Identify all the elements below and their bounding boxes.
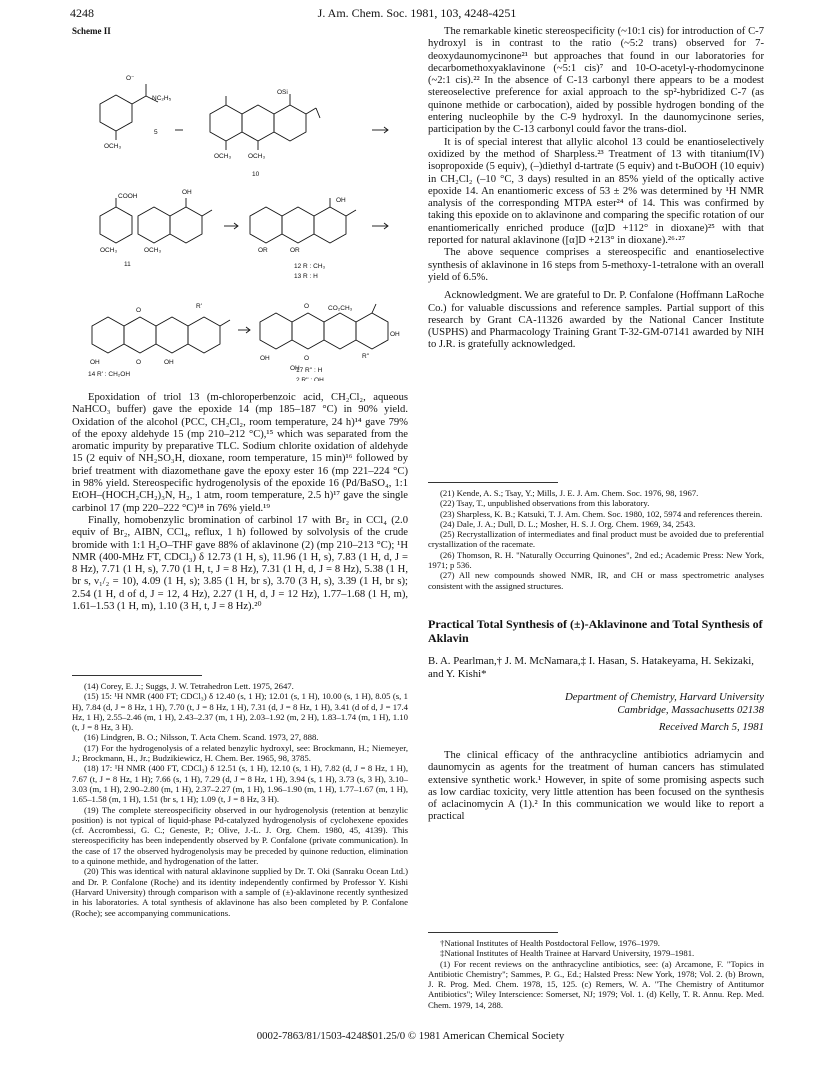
footnote-1: (1) For recent reviews on the anthracycline antibiotics, see: (a) Arcamone, F. "Topics in Antibiotic Chemistry"; Sammes, P. G., Ed.; Halsted Press: New York, 1978; Vol. 2. (b) Brown, J. R. Prog. Med. Chem. 1978, 15, 125. (c) Remers, W. A. "The Chemistry of Antitumor Antibiotics"; Wiley Interscience: Somerset, NJ; 1979; Vol. 1. (d) Kelly, T. R. Annu. Rep. Med. Chem. 1979, 14, 288. (428, 958, 764, 1010)
right-paragraph-1: The remarkable kinetic stereospecificity (~10:1 cis) for introduction of C-7 hydroxyl is in contrast to the ratio (~5:2 trans) observed for 7-deoxydaunomycinone²¹ but approaches that found in our laboratories for decarbomethoxyaklavinone (~5:1 cis)⁷ and 10-O-acetyl-γ-rhodomycinone (~2:1 cis).²² In the absence of C-13 carbonyl there appears to be a modest stereoselective preference for axial approach to the sp²-hybridized C-7 (as quinone methide or carbocation), aided by possible hydrogen bonding of the entering nucleophile by the C-9 hydroxyl. In the daunomycinone series, participation by the C-13 carbonyl could favor the trans-diol. (428, 26, 764, 136)
left-paragraph-1: Epoxidation of triol 13 (m-chloroperbenzoic acid, CH₂Cl₂, aqueous NaHCO₃ buffer) gave the epoxide 14 (mp 185–187 °C) in 90% yield. Oxidation of the alcohol (PCC, CH₂Cl₂, room temperature, 24 h)¹⁴ gave 79% of the epoxy aldehyde 15 (mp 210–212 °C),¹⁵ which was separated from the aromatic impurity by preparative TLC. Sodium chlorite oxidation of aldehyde 15 (2 equiv of NH₂SO₃H, dioxane, room temperature, 15 min)¹⁶ followed by brief treatment with diazomethane gave the epoxy ester 16 (mp 221–224 °C) in 98% yield. Stereospecific hydrogenolysis of the epoxide 16 (Pd/BaSO₄, 1:1 EtOH–(HOCH₂CH₂)₃N, H₂, 1 atm, room temperature, 2.5 h)¹⁷ gave the single carbinol 17 (mp 220–222 °C)¹⁸ in 76% yield.¹⁹ (72, 392, 408, 514)
label-cmpd-13: 13 R : H (294, 273, 318, 280)
label-o-3: O (304, 303, 310, 310)
page-footer: 0002-7863/81/1503-4248$01.25/0 © 1981 American Chemical Society (256, 1030, 565, 1042)
label-oh-c: OH (90, 359, 100, 366)
left-paragraph-2: Finally, homobenzylic bromination of carbinol 17 with Br₂ in CCl₄ (2.0 equiv of Br₂, AIBN, CCl₄, reflux, 1 h) followed by solvolysis of the crude bromide with 1:1 H₂O–THF gave 88% of aklavinone (2) (mp 210–213 °C); ¹H NMR (400-MHz FT, CDCl₃) δ 12.73 (1 H, s), 11.96 (1 H, s), 7.83 (1 H, d, J = 8 Hz), 7.71 (1 H, s), 7.70 (1 H, t, J = 8 Hz), 7.31 (1 H, d, J = 8 Hz), 5.38 (1 H, br s, ν₁/₂ = 10), 4.09 (1 H, s); 3.85 (1 H, br s), 3.70 (3 H, s), 3.39 (1 H, br s); 2.54 (1 H, d of d, J = 12, 4 Hz), 2.27 (1 H, d, J = 12 Hz), 1.77–1.68 (1 H, m), 1.61–1.53 (1 H, m), 1.10 (3 H, t, J = 8 Hz).²⁰ (72, 514, 408, 613)
footnote-20: (20) This was identical with natural aklavinone supplied by Dr. T. Oki (Sanraku Ocean Ltd.) and Dr. P. Confalone (Roche) and its identity independently confirmed by Professor Y. Kishi (Harvard University) through comparison with a sample of (±)-aklavinone recently synthesized in his laboratories. A total synthesis of aklavinone has also been completed by P. Confalone (Roche); see accompanying communications. (72, 866, 408, 918)
label-o-1: O (136, 307, 142, 314)
article-title: Practical Total Synthesis of (±)-Aklavinone and Total Synthesis of Aklavin (428, 617, 763, 645)
label-or-b: OR (290, 247, 300, 254)
label-oh-e: OH (260, 355, 270, 362)
label-cooh: COOH (118, 193, 138, 200)
label-o-4: O (304, 355, 310, 362)
label-cmpd-2: 2 R'' : OH (296, 377, 324, 381)
right-column (428, 26, 764, 352)
label-och3-b: OCH₃ (214, 153, 232, 160)
label-o-2: O (136, 359, 142, 366)
article-header (428, 617, 764, 824)
footnote-double-dagger: ‡National Institutes of Health Trainee at Harvard University, 1979–1981. (440, 948, 695, 959)
label-och3-e: OCH₃ (144, 247, 162, 254)
footnote-21: (21) Kende, A. S.; Tsay, Y.; Mills, J. E. J. Am. Chem. Soc. 1976, 98, 1967. (440, 488, 699, 498)
footnote-19: (19) The complete stereospecificity observed in our hydrogenolysis (retention at benzylic position) is not typical of liquid-phase Pd-catalyzed hydrogenolysis of cyclohexene epoxides (cf. Accrombessi, G. C.; Geneste, P.; Olive, J.-L. J. Org. Chem. 1980, 45, 4139). This stereospecificity has been independently observed by P. Confalone (private communication). In the case of 17 the observed hydrogenolysis may be preceded by quinone reduction, elimination to a quinone methide, and hydrogenation of the latter. (72, 804, 408, 867)
footnote-26: (26) Thomson, R. H. "Naturally Occurring Quinones", 2nd ed.; Academic Press: New York, 1971; p 536. (428, 549, 764, 571)
scheme-ii (72, 26, 408, 381)
left-footnotes (72, 675, 408, 918)
label-oh-b: OH (336, 197, 346, 204)
affiliation-line-1: Department of Chemistry, Harvard University (564, 691, 764, 703)
label-osi: OSi (277, 89, 288, 96)
label-och3-c: OCH₃ (248, 153, 266, 160)
label-och3-a: OCH₃ (104, 143, 122, 150)
right-paragraph-2: It is of special interest that allylic alcohol 13 could be enantioselectively oxidized by the method of Sharpless.²³ Treatment of 13 with titanium(IV) isopropoxide (5 equiv), (–)diethyl d-tartrate (5 equiv) and t-BuOOH (10 equiv) in CH₂Cl₂ (–10 °C, 3 days) resulted in an 85% yield of the optically active epoxide 14. An enantiomeric excess of 53 ± 2% was determined by ¹H NMR analysis of the corresponding MTPA ester²⁴ of 14. This was confirmed by taking this epoxide on to aklavinone and comparing the specific rotation of our enantiomerically enriched produce ([α]D +112° in dioxane)²⁵ with that reported for natural aklavinone ([α]D +213° in dioxane).²⁶·²⁷ (428, 136, 764, 247)
label-cmpd-10: 10 (252, 171, 260, 178)
footnote-27: (27) All new compounds showed NMR, IR, and CH or mass spectrometric analyses consistent with the assigned structures. (428, 570, 764, 591)
scheme-drawing (72, 26, 408, 381)
label-r-prime: R' (196, 303, 202, 310)
article-footnote-rule (428, 932, 558, 933)
label-cmpd-5: 5 (154, 129, 158, 136)
label-cmpd-12: 12 R : CH₃ (294, 263, 326, 270)
footnote-dagger: †National Institutes of Health Postdoctoral Fellow, 1976–1979. (440, 938, 660, 948)
label-oh-d: OH (164, 359, 174, 366)
label-r-double-prime: R'' (362, 353, 370, 360)
footnote-16: (16) Lindgren, B. O.; Nilsson, T. Acta Chem. Scand. 1973, 27, 888. (84, 732, 319, 743)
footnote-23: (23) Sharpless, K. B.; Katsuki, T. J. Am. Chem. Soc. 1980, 102, 5974 and references therein. (440, 508, 763, 519)
label-nc2h5: NC₂H₅ (152, 95, 172, 102)
right-paragraph-3: The above sequence comprises a stereospecific and enantioselective synthesis of aklavinone in 16 steps from 5-methoxy-1-tetralone with an overall yield of 6.5%. (428, 247, 764, 283)
right-footnotes (428, 482, 764, 591)
label-oh-a: OH (182, 189, 192, 196)
running-header (70, 6, 764, 22)
affiliation-line-2: Cambridge, Massachusetts 02138 (617, 704, 764, 716)
received-date: Received March 5, 1981 (658, 721, 764, 733)
article-body: The clinical efficacy of the anthracycline antibiotics adriamycin and daunomycin as agents for the treatment of human cancers has stimulated extensive synthetic work.¹ However, in spite of some promising aspects such as low cardiac toxicity, very little attention has been focused on the synthesis of aclacinomycin A (1).² In this communication we would like to report a practical (428, 750, 764, 823)
page-number: 4248 (70, 6, 94, 20)
scheme-title: Scheme II (72, 26, 111, 36)
label-co2ch3: CO₂CH₃ (328, 305, 353, 312)
article-footnotes (428, 932, 764, 1010)
footnote-25: (25) Recrystallization of intermediates and final product must be avoided due to preferential crystallization of the racemate. (428, 529, 764, 550)
footnote-22: (22) Tsay, T., unpublished observations from this laboratory. (440, 498, 650, 509)
left-column (72, 392, 408, 613)
label-oh-f: OH (290, 365, 300, 372)
label-oh-g: OH (390, 331, 400, 338)
footnote-24: (24) Dale, J. A.; Dull, D. L.; Mosher, H. S. J. Org. Chem. 1969, 34, 2543. (440, 518, 696, 529)
footnote-17: (17) For the hydrogenolysis of a related benzylic hydroxyl, see: Brockmann, H.; Niemeyer, J.; Brockmann, H., Jr.; Budzikiewicz, H. Chem. Ber. 1965, 98, 3785. (72, 742, 408, 764)
footnote-rule-right (428, 482, 558, 483)
label-or-a: OR (258, 247, 268, 254)
label-och3-d: OCH₃ (100, 247, 118, 254)
journal-citation: J. Am. Chem. Soc. 1981, 103, 4248-4251 (317, 6, 517, 20)
article-authors: B. A. Pearlman,† J. M. McNamara,‡ I. Hasan, S. Hatakeyama, H. Sekizaki, and Y. Kishi* (428, 655, 754, 680)
footnote-14: (14) Corey, E. J.; Suggs, J. W. Tetrahedron Lett. 1975, 2647. (84, 681, 294, 691)
footnote-18: (18) 17: ¹H NMR (400 FT, CDCl₃) δ 12.51 (s, 1 H), 12.10 (s, 1 H), 7.82 (d, J = 8 Hz, 1 H), 7.67 (t, J = 8 Hz, 1 H); 7.66 (s, 1 H), 7.29 (d, J = 8 Hz, 1 H), 3.94 (s, 1 H), 3.73 (s, 3 H), 3.10–3.03 (m, 1 H), 2.90–2.80 (m, 1 H), 2.37–2.27 (m, 1 H), 1.96–1.90 (m, 1 H), 1.77–1.67 (m, 1 H), 1.65–1.58 (m, 1 H), 1.51 (br s, 1 H); 1.09 (t, J = 8 Hz, 3 H). (72, 763, 408, 805)
label-cmpd-11: 11 (124, 261, 131, 268)
footnote-rule (72, 675, 202, 676)
acknowledgment: Acknowledgment. We are grateful to Dr. P. Confalone (Hoffmann LaRoche Co.) for valuable discussions and reference samples. Partial support of this research by Grant CA-11326 awarded by the National Cancer Institute (USPHS) and Pharmacology Training Grant T-32-GM-07141 awarded by NIH to J.R. is gratefully acknowledged. (428, 290, 764, 351)
label-o-minus: O⁻ (126, 75, 135, 82)
label-cmpd-17: 17 R'' : H (296, 367, 323, 374)
footnote-15: (15) 15: ¹H NMR (400 FT; CDCl₃) δ 12.40 (s, 1 H); 12.01 (s, 1 H), 10.00 (s, 1 H), 8.05 (s, 1 H), 7.84 (d, J = 8 Hz, 1 H), 7.70 (t, J = 8 Hz, 1 H), 7.31 (d, J = 8 Hz, 1 H), 3.41 (d of d, J = 17.4 Hz, 1 H), 2.55–2.46 (m, 1 H), 2.43–2.37 (m, 1 H), 2.03–1.92 (m, 2 H), 1.83–1.74 (m, 1 H), 1.10 (t, J = 8 Hz, 3 H). (72, 691, 408, 733)
label-cmpd-14: 14 R' : CH₂OH (88, 371, 131, 378)
